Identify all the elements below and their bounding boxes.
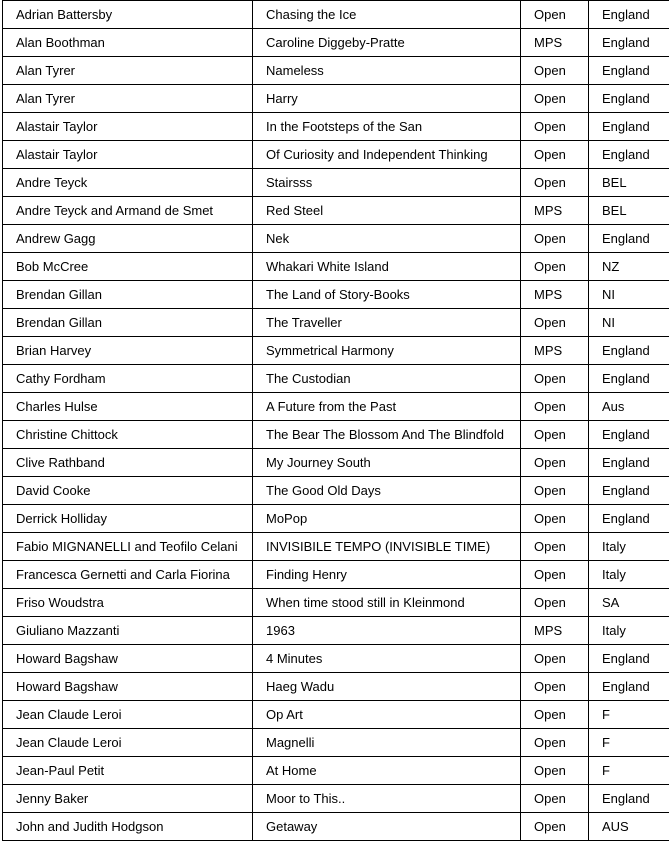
author-cell: Friso Woudstra [3, 589, 253, 617]
title-cell: Moor to This.. [253, 785, 521, 813]
section-cell: Open [521, 225, 589, 253]
country-cell: England [589, 1, 669, 29]
author-cell: David Cooke [3, 477, 253, 505]
title-cell: Magnelli [253, 729, 521, 757]
title-cell: In the Footsteps of the San [253, 113, 521, 141]
section-cell: Open [521, 729, 589, 757]
title-cell: Caroline Diggeby-Pratte [253, 29, 521, 57]
section-cell: MPS [521, 281, 589, 309]
country-cell: Italy [589, 617, 669, 645]
section-cell: Open [521, 169, 589, 197]
section-cell: MPS [521, 197, 589, 225]
country-cell: F [589, 757, 669, 785]
author-cell: Giuliano Mazzanti [3, 617, 253, 645]
author-cell: Alan Boothman [3, 29, 253, 57]
section-cell: Open [521, 813, 589, 841]
title-cell: At Home [253, 757, 521, 785]
country-cell: F [589, 701, 669, 729]
section-cell: Open [521, 785, 589, 813]
country-cell: AUS [589, 813, 669, 841]
title-cell: The Good Old Days [253, 477, 521, 505]
table-row [3, 617, 669, 645]
country-cell: BEL [589, 169, 669, 197]
table-row [3, 505, 669, 533]
table-row [3, 1, 669, 29]
table-row [3, 449, 669, 477]
country-cell: England [589, 57, 669, 85]
table-row [3, 225, 669, 253]
author-cell: Brendan Gillan [3, 281, 253, 309]
section-cell: Open [521, 309, 589, 337]
author-cell: Charles Hulse [3, 393, 253, 421]
title-cell: Of Curiosity and Independent Thinking [253, 141, 521, 169]
section-cell: Open [521, 561, 589, 589]
author-cell: Jean Claude Leroi [3, 701, 253, 729]
table-row [3, 757, 669, 785]
table-row [3, 281, 669, 309]
country-cell: England [589, 141, 669, 169]
country-cell: England [589, 85, 669, 113]
section-cell: Open [521, 589, 589, 617]
author-cell: Fabio MIGNANELLI and Teofilo Celani [3, 533, 253, 561]
country-cell: England [589, 421, 669, 449]
section-cell: Open [521, 505, 589, 533]
country-cell: SA [589, 589, 669, 617]
table-row [3, 309, 669, 337]
section-cell: Open [521, 85, 589, 113]
title-cell: Whakari White Island [253, 253, 521, 281]
table-row [3, 673, 669, 701]
author-cell: Andre Teyck [3, 169, 253, 197]
section-cell: Open [521, 1, 589, 29]
title-cell: When time stood still in Kleinmond [253, 589, 521, 617]
country-cell: NI [589, 309, 669, 337]
table-row [3, 729, 669, 757]
title-cell: A Future from the Past [253, 393, 521, 421]
section-cell: Open [521, 57, 589, 85]
table-row [3, 113, 669, 141]
entries-table [2, 0, 669, 841]
author-cell: Christine Chittock [3, 421, 253, 449]
title-cell: The Traveller [253, 309, 521, 337]
country-cell: F [589, 729, 669, 757]
title-cell: Op Art [253, 701, 521, 729]
section-cell: Open [521, 113, 589, 141]
author-cell: Alastair Taylor [3, 113, 253, 141]
section-cell: Open [521, 757, 589, 785]
section-cell: Open [521, 645, 589, 673]
country-cell: England [589, 449, 669, 477]
author-cell: Francesca Gernetti and Carla Fiorina [3, 561, 253, 589]
table-row [3, 813, 669, 841]
country-cell: England [589, 113, 669, 141]
table-row [3, 365, 669, 393]
author-cell: Derrick Holliday [3, 505, 253, 533]
section-cell: Open [521, 673, 589, 701]
country-cell: Aus [589, 393, 669, 421]
country-cell: England [589, 337, 669, 365]
section-cell: Open [521, 253, 589, 281]
table-row [3, 57, 669, 85]
author-cell: Alan Tyrer [3, 57, 253, 85]
title-cell: MoPop [253, 505, 521, 533]
table-row [3, 141, 669, 169]
country-cell: BEL [589, 197, 669, 225]
country-cell: Italy [589, 533, 669, 561]
section-cell: MPS [521, 29, 589, 57]
title-cell: The Bear The Blossom And The Blindfold [253, 421, 521, 449]
country-cell: England [589, 225, 669, 253]
author-cell: Alastair Taylor [3, 141, 253, 169]
author-cell: Jenny Baker [3, 785, 253, 813]
title-cell: 4 Minutes [253, 645, 521, 673]
author-cell: Andre Teyck and Armand de Smet [3, 197, 253, 225]
section-cell: Open [521, 421, 589, 449]
table-row [3, 533, 669, 561]
table-row [3, 701, 669, 729]
title-cell: Harry [253, 85, 521, 113]
section-cell: Open [521, 533, 589, 561]
title-cell: My Journey South [253, 449, 521, 477]
section-cell: Open [521, 449, 589, 477]
country-cell: England [589, 673, 669, 701]
country-cell: NI [589, 281, 669, 309]
table-row [3, 29, 669, 57]
title-cell: 1963 [253, 617, 521, 645]
country-cell: England [589, 477, 669, 505]
title-cell: The Custodian [253, 365, 521, 393]
author-cell: Brian Harvey [3, 337, 253, 365]
country-cell: Italy [589, 561, 669, 589]
title-cell: Nek [253, 225, 521, 253]
entries-table-body [3, 1, 669, 841]
author-cell: Bob McCree [3, 253, 253, 281]
table-row [3, 589, 669, 617]
author-cell: Andrew Gagg [3, 225, 253, 253]
author-cell: John and Judith Hodgson [3, 813, 253, 841]
author-cell: Howard Bagshaw [3, 673, 253, 701]
table-row [3, 477, 669, 505]
title-cell: Stairsss [253, 169, 521, 197]
title-cell: Getaway [253, 813, 521, 841]
author-cell: Howard Bagshaw [3, 645, 253, 673]
section-cell: Open [521, 477, 589, 505]
country-cell: England [589, 785, 669, 813]
section-cell: Open [521, 141, 589, 169]
title-cell: Haeg Wadu [253, 673, 521, 701]
table-row [3, 85, 669, 113]
table-row [3, 169, 669, 197]
title-cell: INVISIBILE TEMPO (INVISIBLE TIME) [253, 533, 521, 561]
author-cell: Alan Tyrer [3, 85, 253, 113]
section-cell: MPS [521, 337, 589, 365]
section-cell: Open [521, 365, 589, 393]
table-row [3, 785, 669, 813]
author-cell: Clive Rathband [3, 449, 253, 477]
table-row [3, 421, 669, 449]
title-cell: Chasing the Ice [253, 1, 521, 29]
country-cell: England [589, 365, 669, 393]
title-cell: The Land of Story-Books [253, 281, 521, 309]
author-cell: Jean Claude Leroi [3, 729, 253, 757]
title-cell: Red Steel [253, 197, 521, 225]
section-cell: MPS [521, 617, 589, 645]
author-cell: Brendan Gillan [3, 309, 253, 337]
author-cell: Cathy Fordham [3, 365, 253, 393]
author-cell: Jean-Paul Petit [3, 757, 253, 785]
table-row [3, 645, 669, 673]
table-row [3, 393, 669, 421]
table-row [3, 253, 669, 281]
section-cell: Open [521, 393, 589, 421]
table-row [3, 561, 669, 589]
author-cell: Adrian Battersby [3, 1, 253, 29]
country-cell: NZ [589, 253, 669, 281]
title-cell: Symmetrical Harmony [253, 337, 521, 365]
section-cell: Open [521, 701, 589, 729]
country-cell: England [589, 29, 669, 57]
table-row [3, 197, 669, 225]
title-cell: Finding Henry [253, 561, 521, 589]
title-cell: Nameless [253, 57, 521, 85]
country-cell: England [589, 645, 669, 673]
country-cell: England [589, 505, 669, 533]
table-row [3, 337, 669, 365]
